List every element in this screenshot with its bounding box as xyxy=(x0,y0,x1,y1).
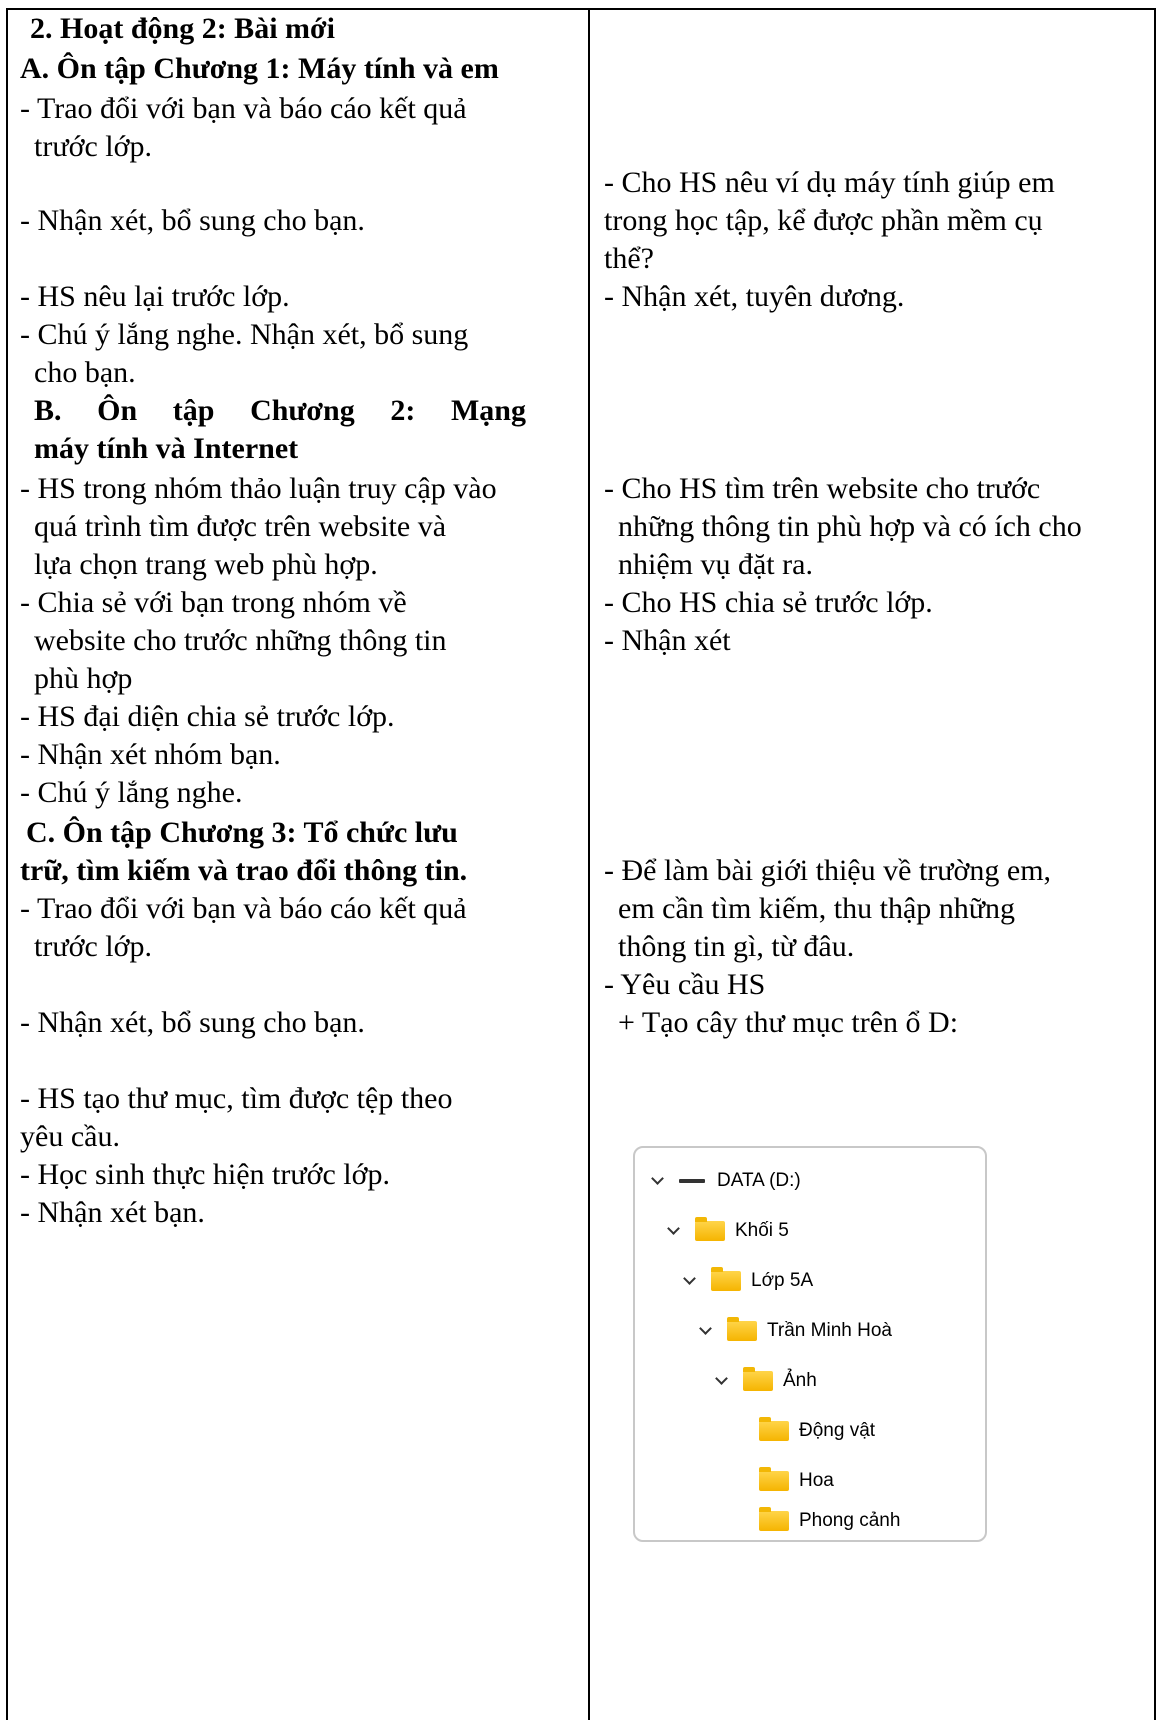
section-c-item: - HS tạo thư mục, tìm được tệp theo xyxy=(20,1082,453,1115)
tree-node-tran-minh-hoa[interactable] xyxy=(699,1316,892,1346)
tree-node-dong-vat[interactable] xyxy=(759,1416,875,1446)
section-b-title-word: 2: xyxy=(390,394,416,427)
folder-tree-panel xyxy=(633,1146,987,1542)
section-b-title-word: Ôn xyxy=(97,394,138,427)
teacher-item: - Cho HS chia sẻ trước lớp. xyxy=(604,586,933,619)
section-a-item: - HS nêu lại trước lớp. xyxy=(20,280,290,313)
section-c-title-line2: trữ, tìm kiếm và trao đổi thông tin. xyxy=(20,854,468,887)
tree-node-hoa[interactable] xyxy=(759,1466,834,1496)
teacher-item: - Để làm bài giới thiệu về trường em, xyxy=(604,854,1052,887)
folder-icon xyxy=(727,1321,757,1341)
tree-node-drive[interactable] xyxy=(651,1166,801,1196)
section-b-item: - Chú ý lắng nghe. xyxy=(20,776,243,809)
teacher-item: em cần tìm kiếm, thu thập những xyxy=(618,892,1016,925)
activity-heading: 2. Hoạt động 2: Bài mới xyxy=(30,12,335,45)
folder-icon xyxy=(759,1421,789,1441)
folder-icon xyxy=(759,1471,789,1491)
teacher-item: những thông tin phù hợp và có ích cho xyxy=(618,510,1082,543)
section-a-item: trước lớp. xyxy=(34,130,152,163)
drive-icon xyxy=(679,1179,705,1183)
section-b-title-word: Chương xyxy=(250,394,355,427)
section-b-item: phù hợp xyxy=(34,662,133,695)
teacher-item: thể? xyxy=(604,242,654,275)
chevron-down-icon[interactable] xyxy=(683,1274,697,1288)
tree-node-lop5a[interactable] xyxy=(683,1266,813,1296)
section-b-item: - Nhận xét nhóm bạn. xyxy=(20,738,281,771)
tree-node-phong-canh[interactable] xyxy=(759,1506,900,1536)
tree-label: Lớp 5A xyxy=(751,1270,814,1291)
tree-label: Khối 5 xyxy=(735,1220,789,1241)
section-b-title-word: tập xyxy=(172,394,215,427)
section-b-item: quá trình tìm được trên website và xyxy=(34,510,447,543)
section-a-item: - Nhận xét, bổ sung cho bạn. xyxy=(20,204,365,237)
section-c-title: C. Ôn tập Chương 3: Tổ chức lưu xyxy=(26,816,458,849)
teacher-item: - Yêu cầu HS xyxy=(604,968,766,1001)
section-c-item: - Nhận xét bạn. xyxy=(20,1196,205,1229)
tree-label: Phong cảnh xyxy=(799,1510,901,1531)
section-a-item: cho bạn. xyxy=(34,356,136,389)
teacher-item: - Cho HS tìm trên website cho trước xyxy=(604,472,1041,505)
column-divider xyxy=(588,8,590,1720)
teacher-item: trong học tập, kể được phần mềm cụ xyxy=(604,204,1043,237)
teacher-item: thông tin gì, từ đâu. xyxy=(618,930,855,963)
tree-label: Hoa xyxy=(799,1470,834,1491)
section-b-title-word: Mạng xyxy=(450,394,526,427)
section-b-item: - HS đại diện chia sẻ trước lớp. xyxy=(20,700,395,733)
section-c-item: yêu cầu. xyxy=(20,1120,120,1153)
section-b-title-line2: máy tính và Internet xyxy=(34,432,299,465)
folder-icon xyxy=(743,1371,773,1391)
section-a-item: - Chú ý lắng nghe. Nhận xét, bổ sung xyxy=(20,318,469,351)
section-c-item: trước lớp. xyxy=(34,930,152,963)
section-a-title: A. Ôn tập Chương 1: Máy tính và em xyxy=(20,52,499,85)
tree-label: Ảnh xyxy=(783,1370,817,1391)
section-a-item: - Trao đổi với bạn và báo cáo kết quả xyxy=(20,92,467,125)
tree-node-anh[interactable] xyxy=(715,1366,817,1396)
section-b-item: lựa chọn trang web phù hợp. xyxy=(34,548,378,581)
tree-label: DATA (D:) xyxy=(717,1170,801,1191)
chevron-down-icon[interactable] xyxy=(667,1224,681,1238)
section-b-title xyxy=(34,392,526,430)
section-b-title-word: B. xyxy=(34,394,62,427)
teacher-item: + Tạo cây thư mục trên ổ D: xyxy=(618,1006,959,1039)
chevron-down-icon[interactable] xyxy=(651,1174,665,1188)
chevron-down-icon[interactable] xyxy=(715,1374,729,1388)
teacher-item: nhiệm vụ đặt ra. xyxy=(618,548,813,581)
folder-icon xyxy=(711,1271,741,1291)
chevron-down-icon[interactable] xyxy=(699,1324,713,1338)
section-b-item: website cho trước những thông tin xyxy=(34,624,447,657)
teacher-item: - Cho HS nêu ví dụ máy tính giúp em xyxy=(604,166,1055,199)
tree-label: Động vật xyxy=(799,1420,876,1441)
teacher-item: - Nhận xét xyxy=(604,624,731,657)
section-c-item: - Nhận xét, bổ sung cho bạn. xyxy=(20,1006,365,1039)
folder-icon xyxy=(759,1511,789,1531)
teacher-item: - Nhận xét, tuyên dương. xyxy=(604,280,905,313)
tree-label: Trần Minh Hoà xyxy=(767,1320,892,1341)
tree-node-khoi5[interactable] xyxy=(667,1216,789,1246)
section-b-item: - Chia sẻ với bạn trong nhóm về xyxy=(20,586,407,619)
section-b-item: - HS trong nhóm thảo luận truy cập vào xyxy=(20,472,497,505)
section-c-item: - Học sinh thực hiện trước lớp. xyxy=(20,1158,391,1191)
folder-icon xyxy=(695,1221,725,1241)
section-c-item: - Trao đổi với bạn và báo cáo kết quả xyxy=(20,892,467,925)
